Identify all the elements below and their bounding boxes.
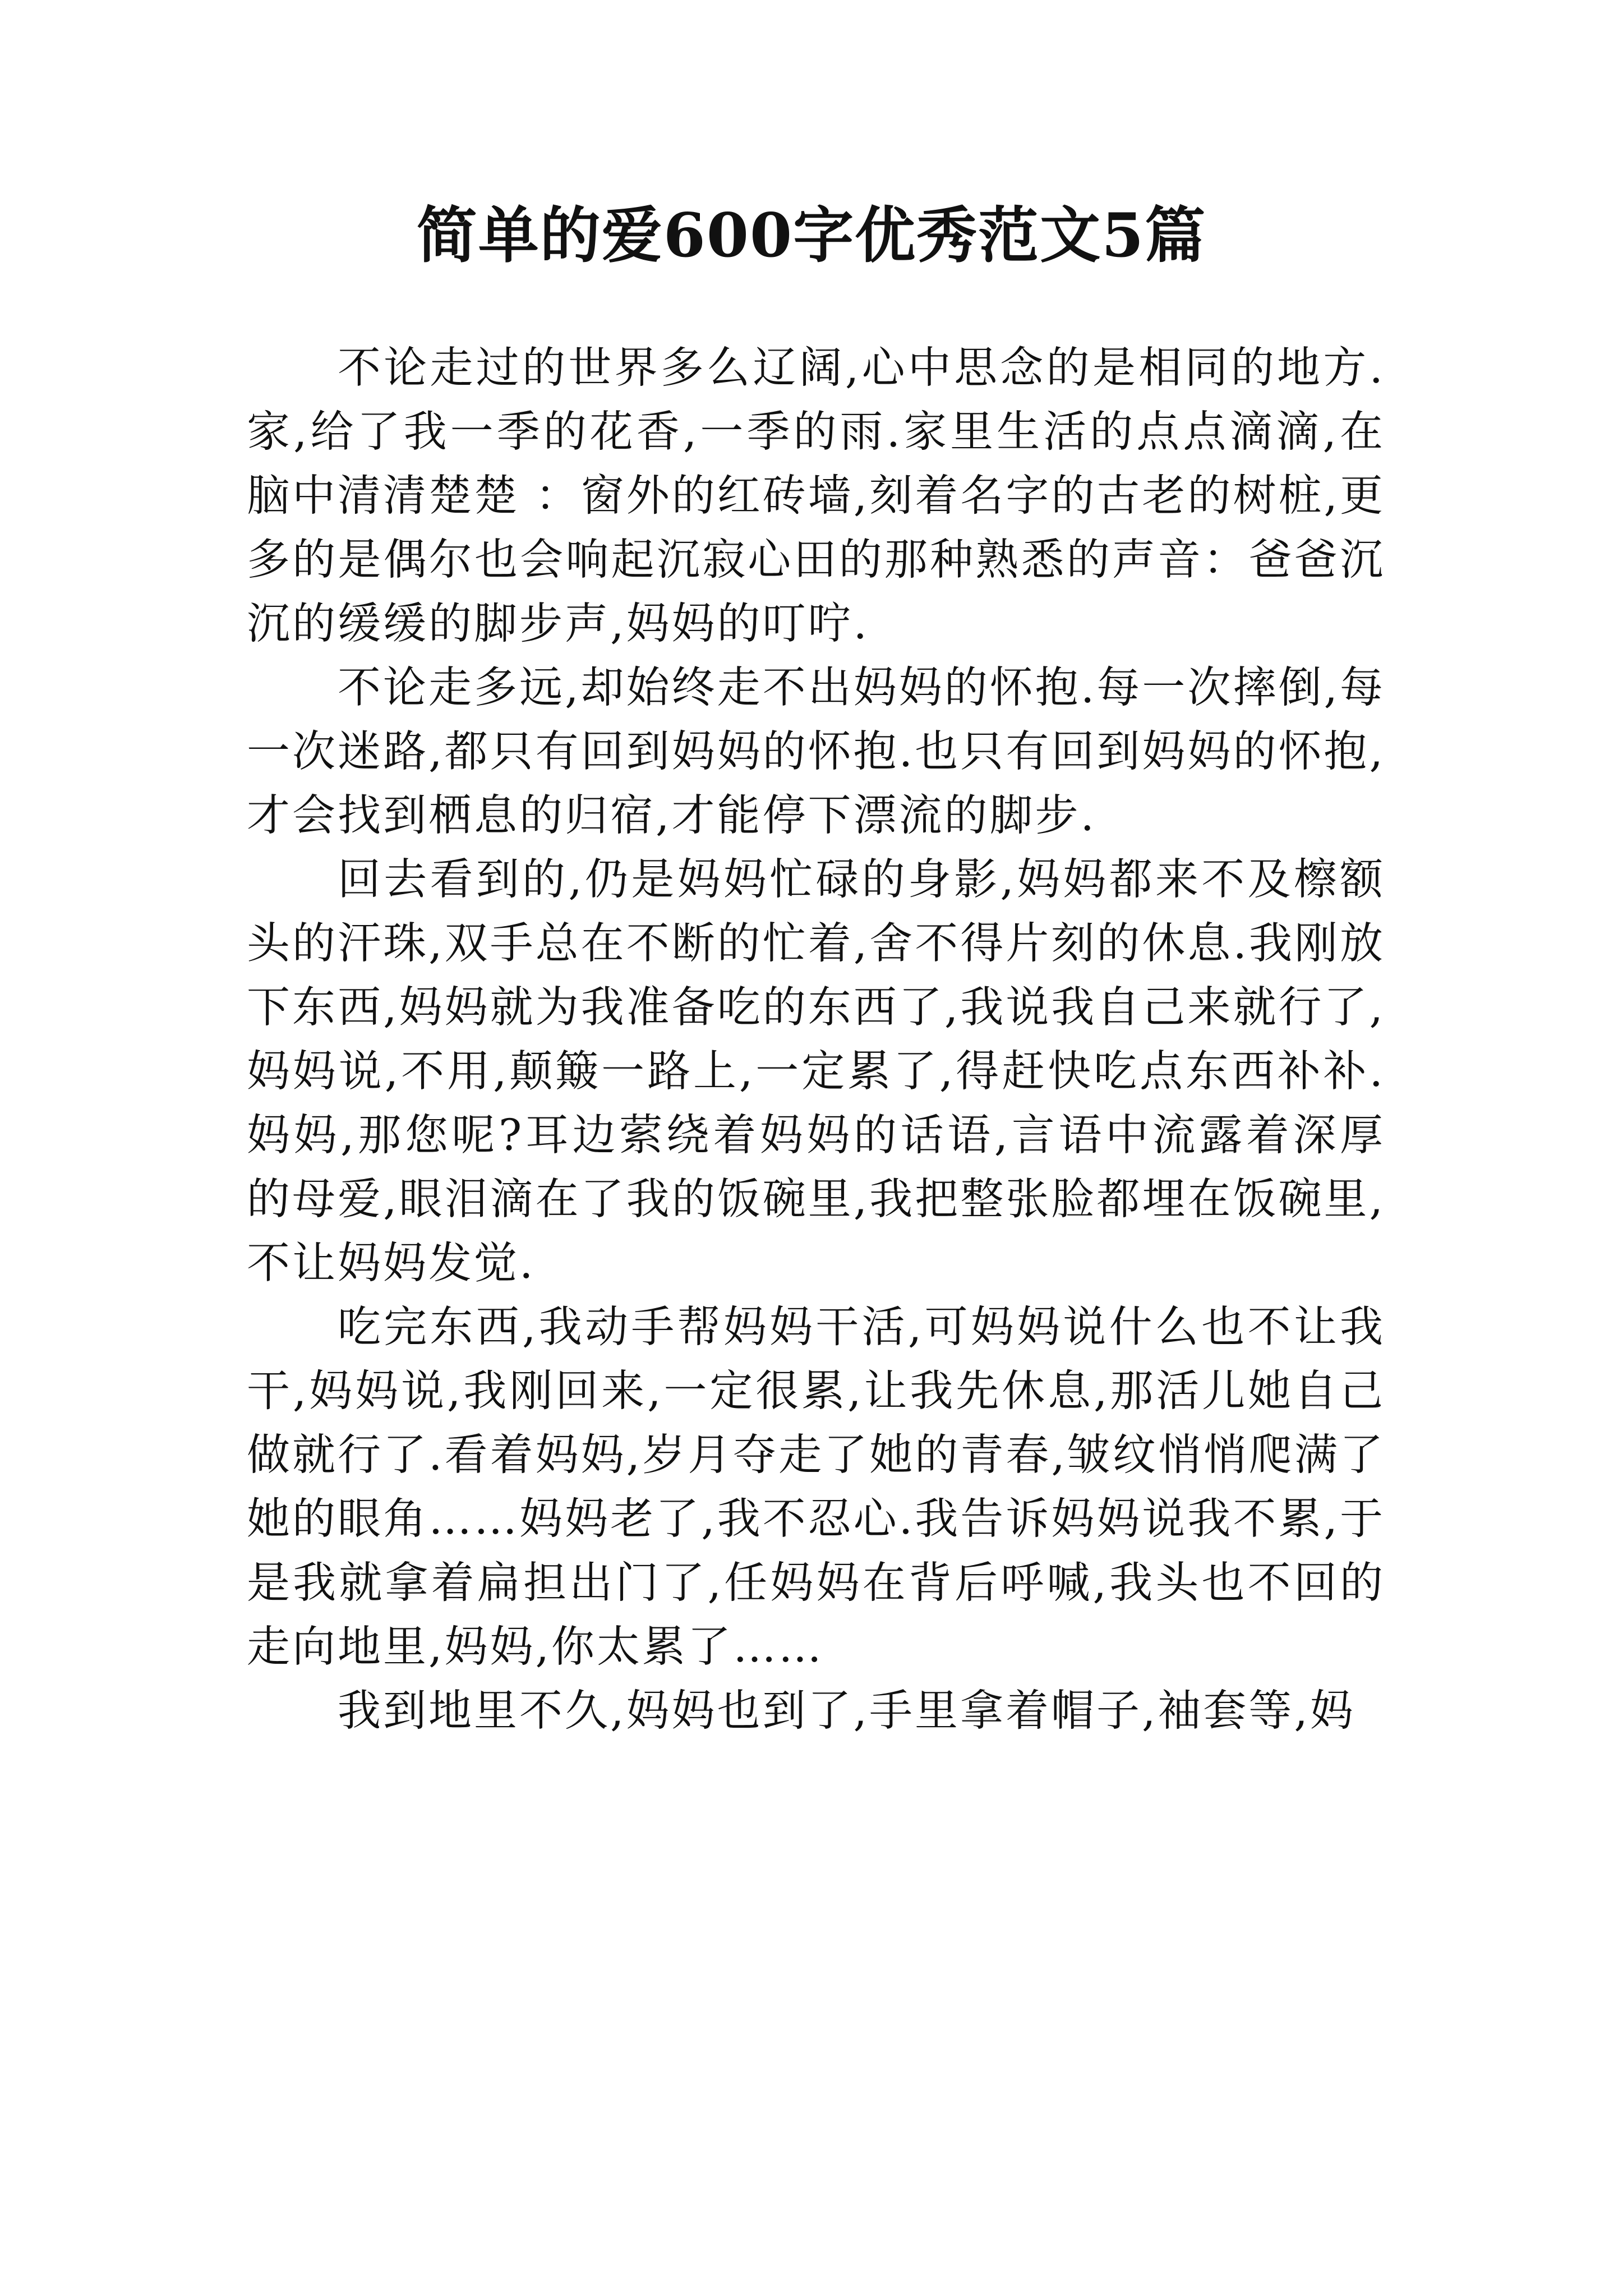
paragraph: 我到地里不久,妈妈也到了,手里拿着帽子,袖套等,妈 [338, 1686, 1355, 1736]
paragraph: 不论走多远,却始终走不出妈妈的怀抱.每一次摔倒,每一次迷路,都只有回到妈妈的怀抱.也只有回到妈妈的怀抱,才会找到栖息的归宿,才能停下漂流的脚步. [247, 663, 1385, 841]
document-body [247, 337, 1385, 1743]
paragraph: 回去看到的,仍是妈妈忙碌的身影,妈妈都来不及檫额头的汗珠,双手总在不断的忙着,舍不得片刻的休息.我刚放下东西,妈妈就为我准备吃的东西了,我说我自己来就行了,妈妈说,不用,颠簸一路上,一定累了,得赶快吃点东西补补.妈妈,那您呢?耳边萦绕着妈妈的话语,言语中流露着深厚的母爱,眼泪滴在了我的饭碗里,我把整张脸都埋在饭碗里,不让妈妈发觉. [247, 855, 1385, 1289]
paragraph: 吃完东西,我动手帮妈妈干活,可妈妈说什么也不让我干,妈妈说,我刚回来,一定很累,让我先休息,那活儿她自己做就行了.看着妈妈,岁月夺走了她的青春,皱纹悄悄爬满了她的眼角……妈妈老了,我不忍心.我告诉妈妈说我不累,于是我就拿着扁担出门了,任妈妈在背后呼喊,我头也不回的走向地里,妈妈,你太累了…… [247, 1303, 1385, 1672]
paragraph: 不论走过的世界多么辽阔,心中思念的是相同的地方.家,给了我一季的花香,一季的雨.家里生活的点点滴滴,在脑中清清楚楚 ：窗外的红砖墙,刻着名字的古老的树桩,更多的是偶尔也会响起沉寂心田的那种熟悉的声音：爸爸沉沉的缓缓的脚步声,妈妈的叮咛. [247, 343, 1385, 649]
document-title: 简单的爱600字优秀范文5篇 [416, 200, 1207, 271]
